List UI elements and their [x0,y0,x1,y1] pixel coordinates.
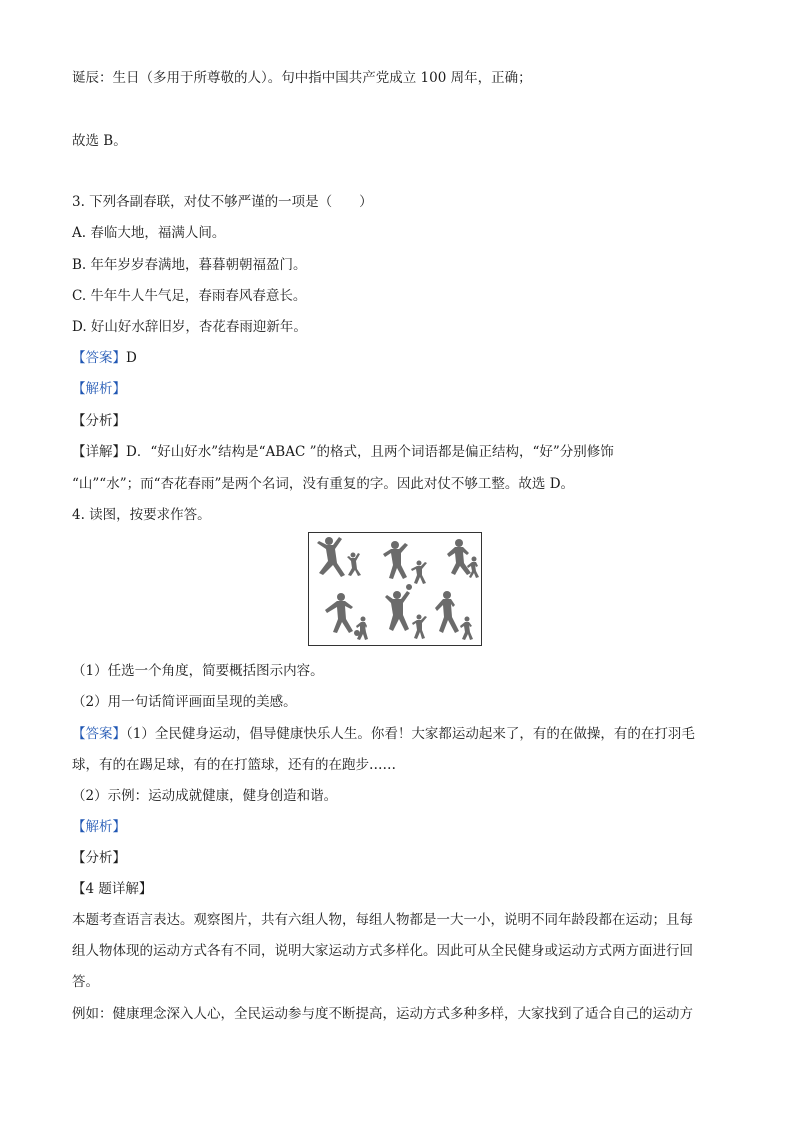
basketball-ball-icon [406,584,412,590]
silhouette-head [393,591,401,599]
silhouette-head [351,553,356,558]
detail-tag: 【4 题详解】 [72,881,153,897]
answer-tag: 【答案】 [72,350,126,366]
silhouette-jogger [435,599,459,633]
answer-tag: 【答案】 [72,726,126,742]
silhouette-jogger-child [460,622,473,640]
silhouette-head [325,537,333,545]
fenxi-tag: 【分析】 [72,413,126,429]
question-4-stem: 4. 读图，按要求作答。 [72,507,211,523]
detail-line: 本题考查语言表达。观察图片，共有六组人物，每组人物都是一大一小，说明不同年龄段都在运动；且每 [72,912,693,928]
option-b: B. 年年岁岁春满地，暮暮朝朝福盈门。 [72,257,307,273]
silhouette-runner [447,547,471,575]
jiexi-tag: 【解析】 [72,819,126,835]
sports-silhouettes-illustration [309,533,481,645]
sub-question-2: （2）用一句话简评画面呈现的美感。 [72,694,297,710]
answer-text: （1）全民健身运动，倡导健康快乐人生。你看！大家都运动起来了，有的在做操，有的在打羽毛 [126,726,695,742]
silhouette-head [337,593,345,601]
silhouette-football [325,601,353,633]
detail-tag: 【详解】 [72,444,126,460]
silhouette-head [465,617,470,622]
detail-text: D．“好山好水”结构是“ABAC ”的格式，且两个词语都是偏正结构，“好”分别修饰 [126,444,614,460]
silhouette-head [443,591,451,599]
question-3-stem: 3. 下列各副春联，对仗不够严谨的一项是（ ） [72,194,373,210]
answer-line: （2）示例：运动成就健康，健身创造和谐。 [72,788,338,804]
answer-line [72,349,724,367]
sub-question-1: （1）任选一个角度，简要概括图示内容。 [72,663,324,679]
jiexi-tag: 【解析】 [72,381,126,397]
option-d: D. 好山好水辞旧岁，杏花春雨迎新年。 [72,319,307,335]
answer-line [72,725,724,743]
paragraph-line: 诞辰：生日（多用于所尊敬的人）。句中指中国共产党成立 100 周年，正确； [72,70,532,86]
option-c: C. 牛年牛人牛气足，春雨春风春意长。 [72,288,307,304]
answer-value: D [126,350,137,366]
silhouette-head [361,617,366,622]
silhouette-head [417,561,422,566]
answer-line: 球，有的在踢足球，有的在打篮球，还有的在跑步…… [72,757,396,773]
silhouette-basketball-child [412,616,427,639]
silhouette-head [472,557,477,562]
fenxi-tag: 【分析】 [72,850,126,866]
detail-line: 例如：健康理念深入人心，全民运动参与度不断提高，运动方式多种多样，大家找到了适合自己的运动方 [72,1006,693,1022]
silhouette-head [417,615,422,620]
detail-line: “山”“水”；而“杏花春雨”是两个名词，没有重复的字。因此对仗不够工整。故选 D。 [72,476,575,492]
silhouette-head [391,541,399,549]
sports-silhouettes-image [308,532,482,646]
detail-line [72,443,724,461]
detail-line: 答。 [72,974,99,990]
detail-line: 组人物体现的运动方式各有不同，说明大家运动方式多样化。因此可从全民健身或运动方式两方面进行回 [72,943,693,959]
paragraph-line: 故选 B。 [72,133,127,149]
option-a: A. 春临大地，福满人间。 [72,225,226,241]
silhouette-head [455,539,463,547]
